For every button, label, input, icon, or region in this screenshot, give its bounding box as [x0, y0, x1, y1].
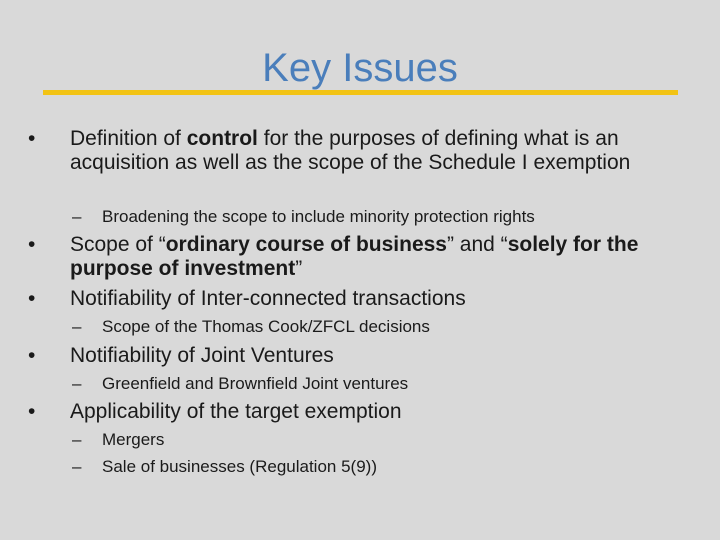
bullet-marker: • [28, 127, 36, 150]
dash-marker: – [72, 207, 82, 226]
bullet-item-inter-connected [28, 287, 688, 311]
sub-item-sale-of-businesses [72, 456, 702, 478]
bold-term: solely for the purpose of investment [70, 233, 639, 280]
text-run: ” [295, 257, 303, 280]
bullet-text [70, 127, 688, 175]
sub-item-text: Sale of businesses (Regulation 5(9)) [102, 457, 377, 476]
text-run: ” and “ [446, 233, 508, 256]
sub-item-text: Broadening the scope to include minority protection rights [102, 207, 535, 226]
bullet-text: Applicability of the target exemption [70, 400, 402, 423]
dash-marker: – [72, 374, 82, 393]
bold-term: control [186, 127, 258, 150]
title-underline [43, 90, 678, 95]
sub-item-text: Greenfield and Brownfield Joint ventures [102, 374, 409, 393]
sub-item-mergers [72, 429, 702, 451]
sub-item-text: Scope of the Thomas Cook/ZFCL decisions [102, 317, 430, 336]
slide-title: Key Issues [262, 46, 458, 90]
bullet-marker: • [28, 344, 36, 367]
bullet-text [70, 233, 688, 281]
bullet-text: Notifiability of Joint Ventures [70, 344, 334, 367]
bullet-item-target-exemption [28, 400, 688, 424]
bullet-marker: • [28, 287, 36, 310]
text-run: Definition of [70, 127, 187, 150]
bullet-item-ordinary-course [28, 233, 688, 281]
bullet-item-control-definition [28, 127, 688, 175]
text-run: Scope of “ [70, 233, 166, 256]
sub-item-thomas-cook [72, 316, 702, 338]
bullet-marker: • [28, 233, 36, 256]
text-run: for the purposes of defining what is an acquisition as well as the scope of the Schedule I exemption [70, 127, 631, 174]
sub-item-text: Mergers [102, 430, 165, 449]
dash-marker: – [72, 457, 82, 476]
bullet-marker: • [28, 400, 36, 423]
sub-item-greenfield [72, 373, 702, 395]
dash-marker: – [72, 317, 82, 336]
sub-item-minority-rights [72, 206, 702, 228]
bullet-item-joint-ventures [28, 344, 688, 368]
bullet-text: Notifiability of Inter-connected transactions [70, 287, 466, 310]
dash-marker: – [72, 430, 82, 449]
bold-term: ordinary course of business [165, 233, 447, 256]
